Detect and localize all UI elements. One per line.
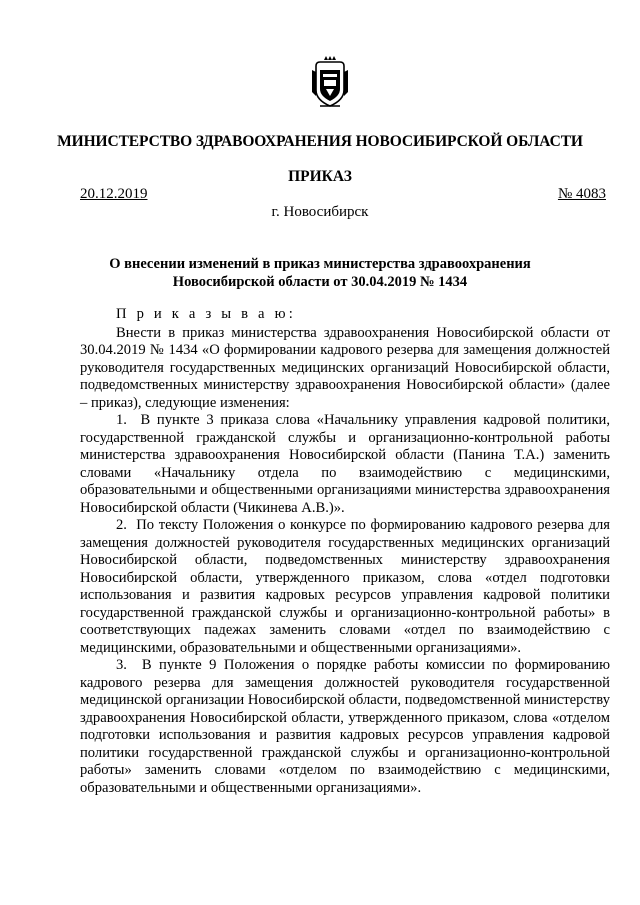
ministry-name: МИНИСТЕРСТВО ЗДРАВООХРАНЕНИЯ НОВОСИБИРСКОЙ ОБЛАСТИ <box>57 133 583 150</box>
command-heading <box>80 306 610 324</box>
intro-paragraph: Внести в приказ министерства здравоохранения Новосибирской области от 30.04.2019 № 1434 «О формировании кадрового резерва для замещения должностей руководителя государственных медицинских организаций Новосибирской области, подведомственных министерству здравоохранения Новосибирской области» (далее – приказ), следующие изменения: <box>80 324 610 411</box>
subject-line-2: Новосибирской области от 30.04.2019 № 1434 <box>172 274 468 290</box>
command-word: П р и к а з ы в а ю: <box>116 306 296 322</box>
order-body <box>80 306 610 797</box>
order-date: 20.12.2019 <box>80 186 148 202</box>
item-2-paragraph: 2. По тексту Положения о конкурсе по формированию кадрового резерва для замещения должностей руководителя государственных медицинских организаций Новосибирской области, подведомственных министерству здравоохранения Новосибирской области, утвержденного приказом, слова «отдел подготовки использования и развития кадровых ресурсов управления кадровой политики государственной гражданской службы и организационно-контрольной работы» в соответствующих падежах заменить словами «отдел по взаимодействию с медицинскими, образовательными и общественными организациями». <box>80 517 610 656</box>
city: г. Новосибирск <box>271 204 369 220</box>
item-3-paragraph: 3. В пункте 9 Положения о порядке работы комиссии по формированию кадрового резерва для замещения должностей руководителя государственной медицинской организации Новосибирской области, подведомственной министерству здравоохранения Новосибирской области, утвержденного приказом, слова «отделом подготовки использования и развития кадровых ресурсов управления кадровой политики государственной гражданской службы и организационно-контрольной работы» заменить словами «отделом по взаимодействию с медицинскими, образовательными и общественными организациями». <box>80 657 610 796</box>
order-subject <box>60 255 580 291</box>
order-title: ПРИКАЗ <box>288 168 352 185</box>
coat-of-arms-icon <box>310 56 350 108</box>
item-1-paragraph: 1. В пункте 3 приказа слова «Начальнику управления кадровой политики, государственной гражданской службы и организационно-контрольной работы министерства здравоохранения Новосибирской области (Панина Т.А.) заменить словами «Начальнику отдела по взаимодействию с медицинскими, образовательными и общественными организациями министерства здравоохранения Новосибирской области (Чикинева А.В.)». <box>80 412 610 516</box>
subject-line-1: О внесении изменений в приказ министерства здравоохранения <box>109 256 531 272</box>
order-number: № 4083 <box>557 186 606 202</box>
